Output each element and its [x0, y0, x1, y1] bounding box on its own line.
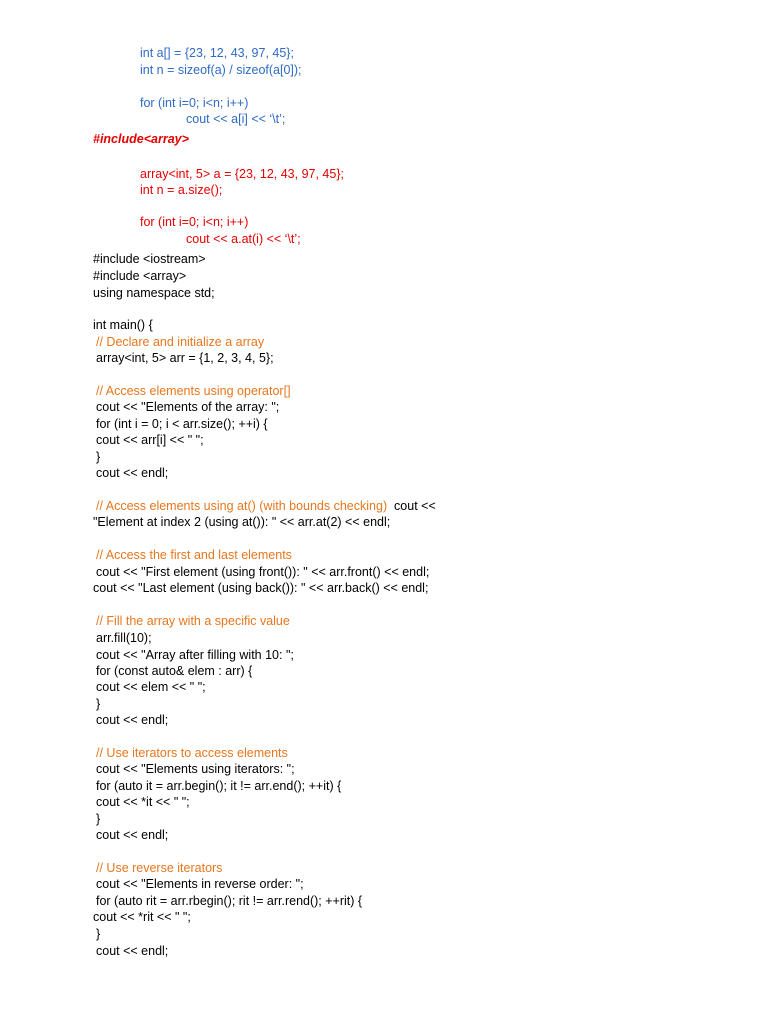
code-line-fill-3: cout << elem << " "; — [96, 680, 206, 694]
code-line-c-array-decl: int a[] = {23, 12, 43, 97, 45}; — [140, 46, 294, 60]
code-line-include-iostream: #include <iostream> — [93, 252, 206, 266]
code-line-rev-2: cout << *rit << " "; — [93, 910, 191, 924]
code-line-fill-4: } — [96, 697, 101, 711]
code-line-std-array-loop: for (int i=0; i<n; i++) — [140, 215, 249, 229]
code-line-fill-0: arr.fill(10); — [96, 631, 152, 645]
code-line-iter-4: cout << endl; — [96, 828, 169, 842]
code-line-std-array-size: int n = a.size(); — [140, 183, 223, 197]
code-line-c-array-loop: for (int i=0; i<n; i++) — [140, 96, 249, 110]
code-line-std-array-decl: array<int, 5> a = {23, 12, 43, 97, 45}; — [140, 167, 344, 181]
code-line-iter-1: for (auto it = arr.begin(); it != arr.end(); ++it) { — [96, 779, 342, 793]
code-line-declare-arr: array<int, 5> arr = {1, 2, 3, 4, 5}; — [96, 351, 274, 365]
code-line-c-array-size: int n = sizeof(a) / sizeof(a[0]); — [140, 63, 302, 77]
include-array-heading: #include<array> — [93, 132, 189, 146]
code-line-operator-1: for (int i = 0; i < arr.size(); ++i) { — [96, 417, 268, 431]
code-line-iter-2: cout << *it << " "; — [96, 795, 190, 809]
code-line-at-comment-row — [96, 498, 436, 514]
code-line-operator-4: cout << endl; — [96, 466, 169, 480]
code-line-operator-0: cout << "Elements of the array: "; — [96, 400, 280, 414]
code-line-fill-2: for (const auto& elem : arr) { — [96, 664, 253, 678]
comment-reverse: // Use reverse iterators — [96, 861, 223, 875]
code-line-rev-1: for (auto rit = arr.rbegin(); rit != arr.rend(); ++rit) { — [96, 894, 363, 908]
comment-fill: // Fill the array with a specific value — [96, 614, 290, 628]
code-line-iter-3: } — [96, 812, 101, 826]
code-line-c-array-print: cout << a[i] << ‘\t’; — [186, 112, 286, 126]
comment-operator: // Access elements using operator[] — [96, 384, 291, 398]
code-line-rev-4: cout << endl; — [96, 944, 169, 958]
code-line-include-array: #include <array> — [93, 269, 187, 283]
code-line-fill-1: cout << "Array after filling with 10: "; — [96, 648, 294, 662]
comment-iterators: // Use iterators to access elements — [96, 746, 288, 760]
code-line-operator-3: } — [96, 450, 101, 464]
code-line-main-open: int main() { — [93, 318, 153, 332]
code-line-first: cout << "First element (using front()): " << arr.front() << endl; — [96, 565, 430, 579]
code-line-last: cout << "Last element (using back()): " << arr.back() << endl; — [93, 581, 429, 595]
comment-declare: // Declare and initialize a array — [96, 335, 265, 349]
code-line-operator-2: cout << arr[i] << " "; — [96, 433, 204, 447]
comment-at: // Access elements using at() (with bounds checking) — [96, 499, 388, 513]
code-line-std-array-print: cout << a.at(i) << ‘\t’; — [186, 232, 301, 246]
code-line-rev-3: } — [96, 927, 101, 941]
code-line-using-namespace: using namespace std; — [93, 286, 215, 300]
code-line-iter-0: cout << "Elements using iterators: "; — [96, 762, 295, 776]
comment-first-last: // Access the first and last elements — [96, 548, 292, 562]
code-line-at-0: "Element at index 2 (using at()): " << arr.at(2) << endl; — [93, 515, 391, 529]
code-fragment-at-cout: cout << — [387, 499, 436, 513]
code-line-fill-5: cout << endl; — [96, 713, 169, 727]
code-line-rev-0: cout << "Elements in reverse order: "; — [96, 877, 304, 891]
